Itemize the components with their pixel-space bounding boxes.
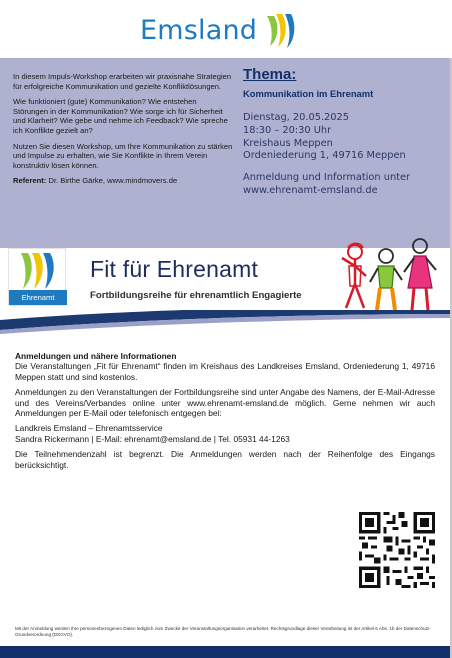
thema-subtitle: Kommunikation im Ehrenamt [243, 88, 374, 99]
info-heading: Anmeldungen und nähere Informationen [15, 351, 177, 361]
thema-block [243, 66, 443, 198]
emsland-emblem-icon [263, 10, 297, 50]
banner-title: Fit für Ehrenamt [90, 256, 259, 282]
bottom-bar [0, 646, 450, 658]
workshop-referent [13, 176, 233, 186]
ehrenamt-logo-icon [9, 249, 67, 293]
workshop-purpose: Nutzen Sie diesen Workshop, um Ihre Kommunikation zu stärken und Impulse zu erhalten, wie Sie Konflikte in Ihrem Verein konstruktiv lösen können. [13, 141, 233, 170]
people-illustration-icon [330, 236, 445, 316]
header [0, 0, 452, 58]
event-time: 18:30 – 20:30 Uhr [243, 124, 332, 136]
workshop-intro: In diesem Impuls-Workshop erarbeiten wir praxisnahe Strategien für erfolgreiche Kommunikation und gezielte Konfliktlösungen. [13, 72, 232, 91]
contact-line-1: Anmeldung und Information unter [243, 172, 411, 184]
workshop-description [13, 72, 233, 192]
contact-link[interactable]: www.ehrenamt-emsland.de [243, 184, 378, 196]
event-venue: Kreishaus Meppen [243, 137, 333, 149]
qr-code-icon[interactable] [359, 512, 435, 588]
workshop-questions: Wie funktioniert (gute) Kommunikation? Wie entstehen Störungen in der Kommunikation? Wie sorge ich für Sicherheit und Klarheit? Wie gebe und nehme ich Feedback? Wie spreche ich Konflikte gezielt an? [13, 97, 228, 135]
banner-subtitle: Fortbildungsreihe für ehrenamtlich Engagierte [90, 290, 302, 301]
info-paragraph-1: Die Veranstaltungen „Fit für Ehrenamt“ finden im Kreishaus des Landkreises Emsland, Ordeniederung 1, 49716 Meppen statt und sind kostenlos. [15, 361, 435, 382]
referent-value: Dr. Birthe Gärke, www.mindmovers.de [46, 176, 178, 186]
thema-title: Thema: [243, 66, 297, 83]
info-contact-person[interactable]: Sandra Rickermann | E-Mail: ehrenamt@emsland.de | Tel. 05931 44-1263 [15, 433, 290, 444]
registration-info [15, 351, 435, 475]
emsland-logo [140, 10, 297, 50]
workshop-panel [0, 58, 450, 248]
logo-text: Emsland [140, 14, 258, 46]
badge-label: Ehrenamt [9, 290, 67, 305]
event-date: Dienstag, 20.05.2025 [243, 112, 349, 123]
event-contact [243, 172, 443, 198]
info-paragraph-2: Anmeldungen zu den Veranstaltungen der Fortbildungsreihe sind unter Angabe des Namens, der E-Mail-Adresse und des Vereins/Verbandes online unter www.ehrenamt-emsland.de möglich. Gerne nehmen wir auch Anmeldungen per E-Mail oder telefonisch entgegen bei: [15, 387, 435, 419]
referent-label: Referent: [13, 176, 47, 186]
event-address: Ordeniederung 1, 49716 Meppen [243, 150, 406, 162]
info-org: Landkreis Emsland – Ehrenamtsservice [15, 423, 163, 434]
ehrenamt-badge [8, 248, 66, 306]
event-details [243, 112, 443, 163]
privacy-footnote: Mit der Anmeldung werden Ihre personenbezogenen Daten lediglich zum Zwecke der Veranstaltungsorganisation verarbeitet. Rechtsgrundlage dieser Verarbeitung ist der Artikel 6 Abs. 1b der Datenschutz-Grundverordnung (DSGVO). [15, 626, 431, 637]
info-paragraph-3: Die Teilnehmendenzahl ist begrenzt. Die Anmeldungen werden nach der Reihenfolge des Eingangs berücksichtigt. [15, 449, 435, 470]
